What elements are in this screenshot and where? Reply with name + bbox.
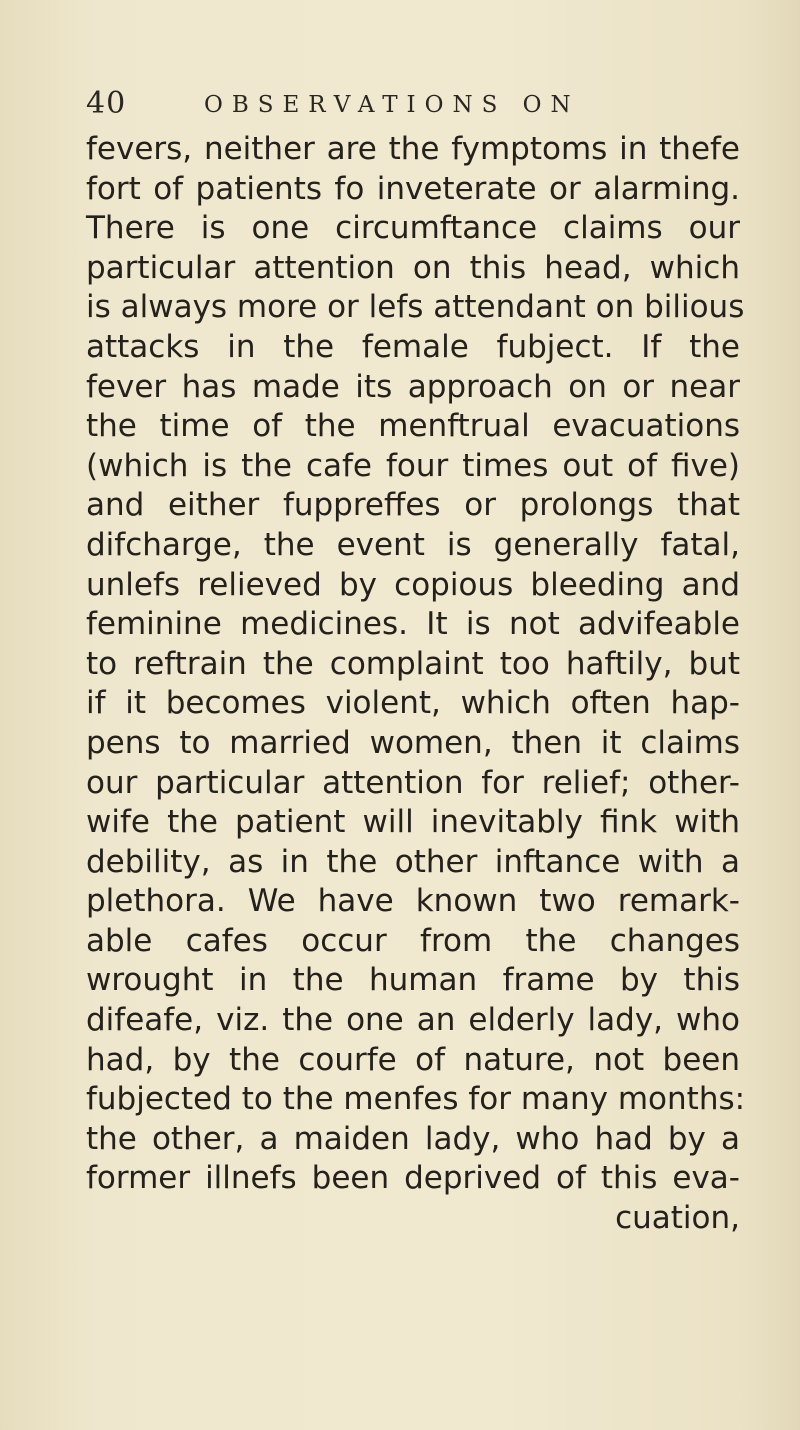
text-line: fort of patients fo inveterate or alarming. — [86, 170, 740, 207]
text-line: particular attention on this head, which — [86, 249, 740, 286]
text-line: plethora. We have known two remark- — [86, 883, 740, 920]
text-line: difeafe, viz. the one an elderly lady, who — [86, 1002, 740, 1039]
text-line: fever has made its approach on or near — [86, 368, 740, 405]
text-line: feminine medicines. It is not advifeable — [86, 606, 740, 643]
text-line: if it becomes violent, which often hap- — [86, 685, 740, 722]
text-line: former illnefs been deprived of this eva- — [86, 1160, 740, 1197]
text-line: wrought in the human frame by this — [86, 962, 740, 999]
text-line: wife the patient will inevitably fink with — [86, 804, 740, 841]
text-line: and either fuppreffes or prolongs that — [86, 487, 740, 524]
catchword: cuation, — [615, 1200, 740, 1237]
running-head: OBSERVATIONS ON — [204, 92, 580, 118]
text-line: pens to married women, then it claims — [86, 724, 740, 761]
text-line: unlefs relieved by copious bleeding and — [86, 566, 740, 603]
text-line: (which is the cafe four times out of five) — [86, 447, 740, 484]
text-line: There is one circumftance claims our — [86, 210, 740, 247]
text-line: fevers, neither are the fymptoms in thefe — [86, 131, 740, 167]
text-line: to reftrain the complaint too haftily, but — [86, 645, 740, 682]
text-line: fubjected to the menfes for many months: — [86, 1081, 746, 1118]
text-line: the time of the menftrual evacuations — [86, 408, 740, 445]
text-line: had, by the courfe of nature, not been — [86, 1041, 740, 1078]
text-line: debility, as in the other inftance with a — [86, 843, 740, 880]
body-text — [86, 130, 746, 1239]
text-line: the other, a maiden lady, who had by a — [86, 1120, 740, 1157]
text-line: attacks in the female fubject. If the — [86, 328, 740, 365]
text-line: our particular attention for relief; other- — [86, 764, 740, 801]
text-line: difcharge, the event is generally fatal, — [86, 526, 740, 563]
text-line: is always more or lefs attendant on bilious — [86, 289, 745, 326]
page-header — [86, 84, 746, 128]
text-line: able cafes occur from the changes — [86, 922, 740, 959]
page-number: 40 — [86, 86, 127, 121]
